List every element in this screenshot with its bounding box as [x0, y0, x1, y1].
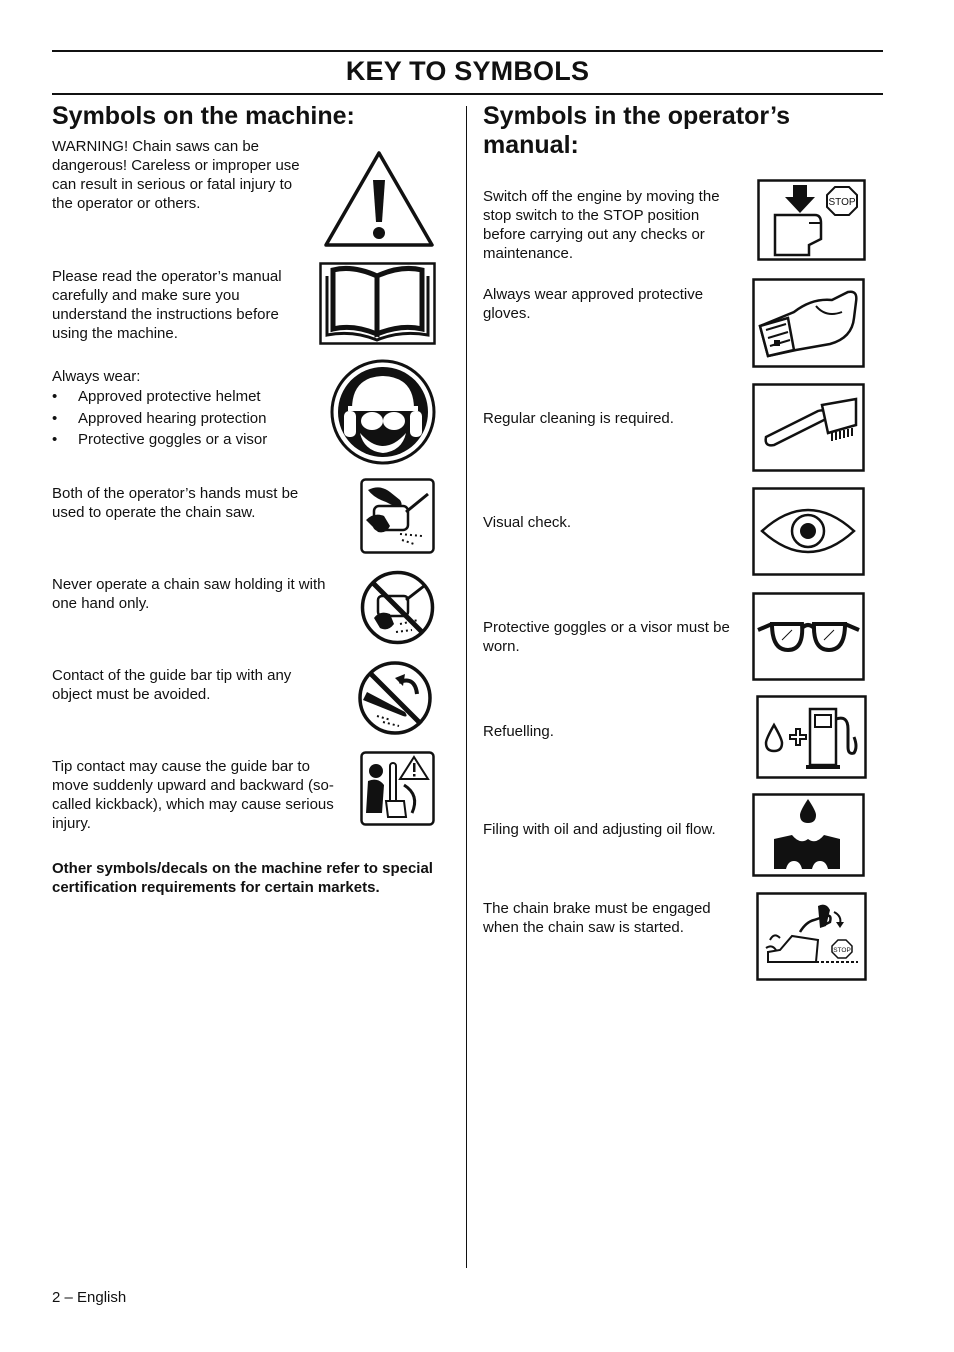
helmet-goggles-earmuffs-icon [330, 359, 436, 465]
stop-label: STOP [828, 197, 856, 208]
oil-chain-icon [752, 793, 865, 877]
tip-contact-text: Contact of the guide bar tip with any object must be avoided. [52, 667, 292, 703]
no-tip-contact-icon [355, 660, 435, 736]
list-item: • Protective goggles or a visor [52, 429, 322, 451]
gloves-text: Always wear approved protective gloves. [483, 286, 704, 322]
chain-brake-icon [756, 892, 867, 981]
open-book-icon [319, 262, 436, 345]
chain-brake-text: The chain brake must be engaged when the chain saw is started. [483, 900, 711, 936]
goggles-icon [752, 592, 865, 681]
read-manual-text: Please read the operator’s manual carefully and make sure you understand the instructions before using the machine. [52, 268, 282, 342]
title-rule-bottom [52, 93, 883, 95]
cleaning-text: Regular cleaning is required. [483, 410, 674, 427]
kickback-text: Tip contact may cause the guide bar to move suddenly upward and backward (so-called kickback), which may cause serious injury. [52, 758, 334, 832]
page-footer: 2 – English [52, 1289, 127, 1306]
warning-triangle-icon [323, 150, 435, 248]
refuelling-text: Refuelling. [483, 723, 554, 740]
stop-label: STOP [833, 947, 851, 954]
oil-flow-text: Filing with oil and adjusting oil flow. [483, 821, 716, 838]
ppe-list [52, 386, 322, 451]
right-heading: Symbols in the operator’s manual: [483, 102, 791, 159]
kickback-warning-icon [360, 751, 435, 826]
left-heading: Symbols on the machine: [52, 102, 355, 130]
one-hand-text: Never operate a chain saw holding it with one hand only. [52, 576, 326, 612]
no-one-hand-chainsaw-icon [360, 570, 435, 645]
cleaning-brush-icon [752, 383, 865, 472]
visual-check-text: Visual check. [483, 514, 572, 531]
column-divider [466, 106, 467, 1268]
list-item: • Approved hearing protection [52, 408, 322, 430]
two-hands-text: Both of the operator’s hands must be used to operate the chain saw. [52, 485, 299, 521]
always-wear-text: Always wear: [52, 368, 141, 385]
goggles-text: Protective goggles or a visor must be worn. [483, 619, 730, 655]
title-rule-top [52, 50, 883, 52]
list-item: • Approved protective helmet [52, 386, 322, 408]
eye-icon [752, 487, 865, 576]
protective-glove-icon [752, 278, 865, 368]
stop-switch-text: Switch off the engine by moving the stop switch to the STOP position before carrying out any checks or maintenance. [483, 188, 720, 262]
warning-text: WARNING! Chain saws can be dangerous! Careless or improper use can result in serious or fatal injury to the operator or others. [52, 138, 300, 212]
two-hands-chainsaw-icon [360, 478, 435, 554]
stop-switch-icon [757, 179, 866, 261]
certification-note: Other symbols/decals on the machine refer to special certification requirements for certain markets. [52, 860, 433, 896]
page-title: KEY TO SYMBOLS [345, 56, 590, 86]
fuel-pump-icon [756, 695, 867, 779]
